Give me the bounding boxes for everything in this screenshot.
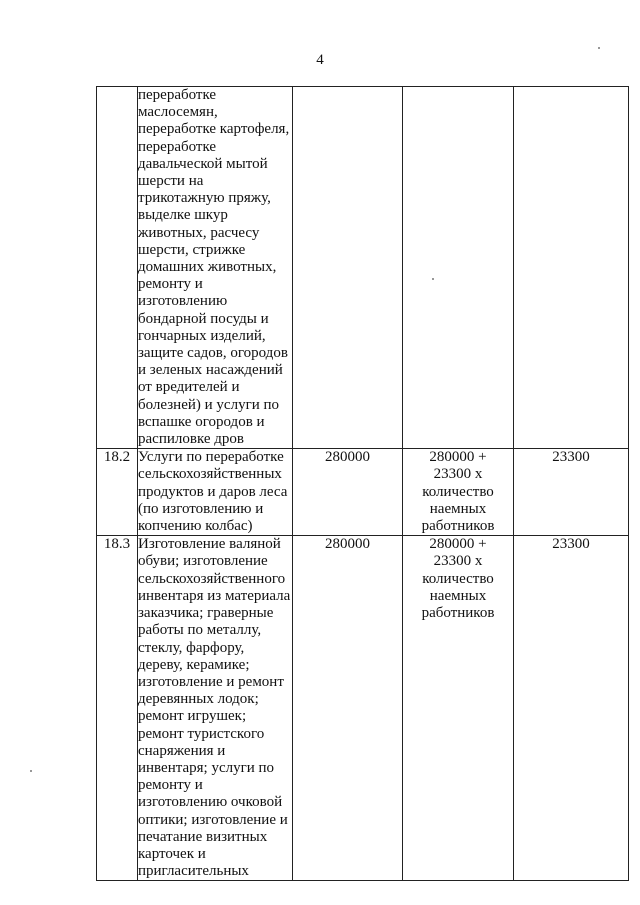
row-number-cell: 18.3 [97, 536, 138, 881]
per-worker-amount-cell [514, 87, 629, 449]
base-amount-cell: 280000 [293, 449, 403, 536]
formula-amount-cell: 280000 + 23300 х количество наемных работников [403, 536, 514, 881]
formula-amount-cell [403, 87, 514, 449]
scan-speck [30, 770, 32, 772]
base-amount-cell [293, 87, 403, 449]
per-worker-amount-cell: 23300 [514, 536, 629, 881]
service-description-cell: Услуги по переработке сельскохозяйственных продуктов и даров леса (по изготовлению и копчению колбас) [138, 449, 293, 536]
row-number-cell: 18.2 [97, 449, 138, 536]
tariff-table [96, 86, 629, 881]
row-number-cell [97, 87, 138, 449]
table-row [97, 449, 629, 536]
table-row [97, 536, 629, 881]
base-amount-cell: 280000 [293, 536, 403, 881]
scan-speck [598, 47, 600, 49]
service-description-cell: Изготовление валяной обуви; изготовление сельскохозяйственного инвентаря из материала заказчика; граверные работы по металлу, стеклу, фарфору, дереву, керамике; изготовление и ремонт деревянных лодок; ремонт игрушек; ремонт туристского снаряжения и инвентаря; услуги по ремонту и изготовлению очковой оптики; изготовление и печатание визитных карточек и пригласительных [138, 536, 293, 881]
per-worker-amount-cell: 23300 [514, 449, 629, 536]
service-description-cell: переработке маслосемян, переработке картофеля, переработке давальческой мытой шерсти на трикотажную пряжу, выделке шкур животных, расчесу шерсти, стрижке домашних животных, ремонту и изготовлению бондарной посуды и гончарных изделий, защите садов, огородов и зеленых насаждений от вредителей и болезней) и услуги по вспашке огородов и распиловке дров [138, 87, 293, 449]
formula-amount-cell: 280000 + 23300 х количество наемных работников [403, 449, 514, 536]
page-number: 4 [316, 52, 324, 68]
scan-speck [432, 278, 434, 280]
table-row [97, 87, 629, 449]
